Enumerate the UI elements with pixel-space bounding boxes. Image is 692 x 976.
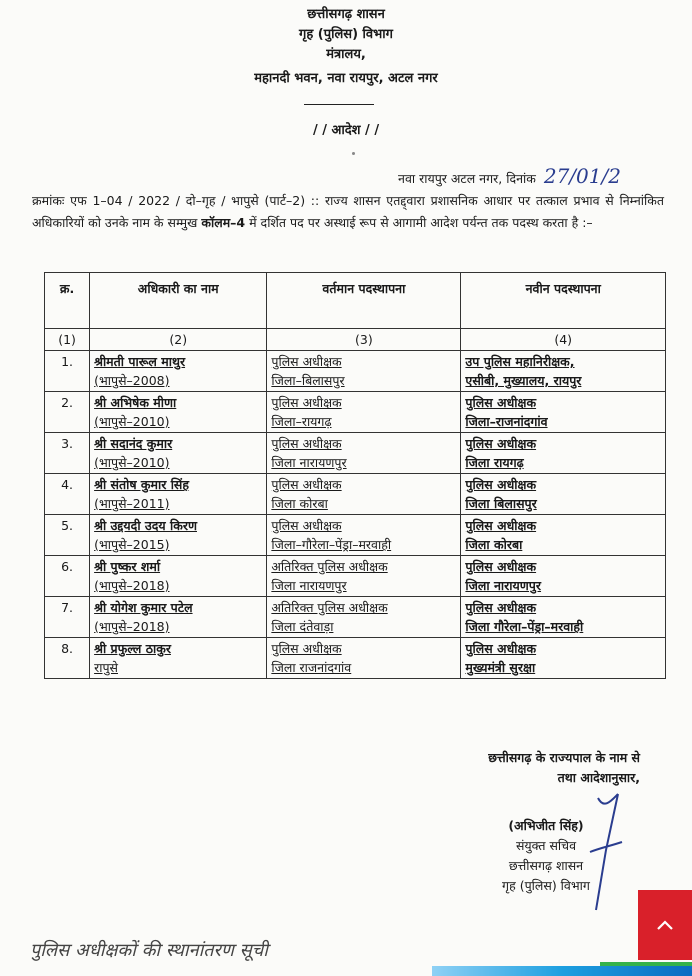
handwritten-date: 27/01/2 <box>543 164 621 188</box>
date-line <box>398 164 621 188</box>
table-row <box>45 433 666 474</box>
table-row <box>45 638 666 679</box>
row-officer <box>90 351 267 392</box>
row-new-posting <box>461 433 666 474</box>
row-new-posting <box>461 597 666 638</box>
new-post: पुलिस अधीक्षक <box>465 477 537 492</box>
current-district: जिला कोरबा <box>271 496 328 511</box>
row-serial: 7. <box>45 597 90 638</box>
new-district: जिला गौरेला–पेंड्रा–मरवाही <box>465 619 584 634</box>
new-post: पुलिस अधीक्षक <box>465 641 537 656</box>
order-paragraph <box>32 190 664 234</box>
header-ministry: मंत्रालय, <box>326 47 366 62</box>
new-post: पुलिस अधीक्षक <box>465 436 537 451</box>
current-district: जिला दंतेवाड़ा <box>271 619 334 634</box>
current-post: अतिरिक्त पुलिस अधीक्षक <box>271 600 388 615</box>
table-row <box>45 597 666 638</box>
current-post: पुलिस अधीक्षक <box>271 395 342 410</box>
table-row <box>45 556 666 597</box>
row-serial: 1. <box>45 351 90 392</box>
table-header-row <box>45 273 666 329</box>
table-row <box>45 474 666 515</box>
signatory-name: (अभिजीत सिंह) <box>508 818 584 833</box>
order-title: / / आदेश / / <box>312 123 380 138</box>
header-new-posting: नवीन पदस्थापना <box>461 273 666 329</box>
row-officer <box>90 556 267 597</box>
row-current-posting <box>267 351 461 392</box>
back-to-top-button[interactable] <box>638 890 692 960</box>
current-post: अतिरिक्त पुलिस अधीक्षक <box>271 559 388 574</box>
scan-speck <box>352 152 355 155</box>
new-post: उप पुलिस महानिरीक्षक, <box>465 354 575 369</box>
header-department: गृह (पुलिस) विभाग <box>299 27 393 42</box>
officer-service: (भापुसे–2010) <box>94 455 170 470</box>
current-district: जिला–रायगढ़ <box>271 414 332 429</box>
signatory-org1: छत्तीसगढ़ शासन <box>508 858 584 873</box>
header-current-posting: वर्तमान पदस्थापना <box>267 273 461 329</box>
row-current-posting <box>267 638 461 679</box>
officer-name: श्री पुष्कर शर्मा <box>94 559 161 574</box>
order-text-part2: में दर्शित पद पर अस्थाई रूप से आगामी आदेश पर्यन्त तक पदस्थ करता है :– <box>249 215 593 230</box>
signature-scribble <box>560 790 640 920</box>
officer-service: (भापुसे–2018) <box>94 619 170 634</box>
row-current-posting <box>267 474 461 515</box>
row-officer <box>90 392 267 433</box>
new-district: मुख्यमंत्री सुरक्षा <box>465 660 536 675</box>
signatory-designation: संयुक्त सचिव <box>515 838 577 853</box>
header-address: महानदी भवन, नवा रायपुर, अटल नगर <box>254 71 438 86</box>
current-post: पुलिस अधीक्षक <box>271 354 342 369</box>
column-number: (2) <box>90 329 267 351</box>
officer-service: (भापुसे–2018) <box>94 578 170 593</box>
row-officer <box>90 474 267 515</box>
date-label: नवा रायपुर अटल नगर, दिनांक <box>398 171 536 186</box>
new-district: जिला–राजनांदगांव <box>465 414 548 429</box>
footer-accent-bar <box>600 962 692 966</box>
header-govt: छत्तीसगढ़ शासन <box>307 7 385 22</box>
column-number: (1) <box>45 329 90 351</box>
row-serial: 6. <box>45 556 90 597</box>
current-district: जिला–बिलासपुर <box>271 373 345 388</box>
row-serial: 8. <box>45 638 90 679</box>
table-row <box>45 351 666 392</box>
new-post: पुलिस अधीक्षक <box>465 395 537 410</box>
officer-name: श्री संतोष कुमार सिंह <box>94 477 190 492</box>
row-serial: 3. <box>45 433 90 474</box>
current-district: जिला नारायणपुर <box>271 578 347 593</box>
new-post: पुलिस अधीक्षक <box>465 518 537 533</box>
new-district: जिला कोरबा <box>465 537 523 552</box>
row-serial: 4. <box>45 474 90 515</box>
header-serial: क्र. <box>45 273 90 329</box>
row-new-posting <box>461 515 666 556</box>
row-current-posting <box>267 597 461 638</box>
table-row <box>45 392 666 433</box>
row-current-posting <box>267 433 461 474</box>
column-reference: कॉलम–4 <box>201 215 246 230</box>
column-number-row <box>45 329 666 351</box>
row-new-posting <box>461 556 666 597</box>
footer-color-bar <box>432 966 692 976</box>
column-number: (4) <box>461 329 666 351</box>
row-new-posting <box>461 351 666 392</box>
row-new-posting <box>461 474 666 515</box>
officer-name: श्री अभिषेक मीणा <box>94 395 177 410</box>
officer-name: श्रीमती पारूल माथुर <box>94 354 186 369</box>
officer-name: श्री सदानंद कुमार <box>94 436 173 451</box>
officer-name: श्री योगेश कुमार पटेल <box>94 600 193 615</box>
image-caption: पुलिस अधीक्षकों की स्थानांतरण सूची <box>30 940 268 961</box>
row-officer <box>90 433 267 474</box>
officer-name: श्री उद्दयदी उदय किरण <box>94 518 197 533</box>
current-district: जिला राजनांदगांव <box>271 660 352 675</box>
new-post: पुलिस अधीक्षक <box>465 559 537 574</box>
table-row <box>45 515 666 556</box>
officer-service: (भापुसे–2010) <box>94 414 170 429</box>
row-new-posting <box>461 638 666 679</box>
current-post: पुलिस अधीक्षक <box>271 477 342 492</box>
row-new-posting <box>461 392 666 433</box>
current-post: पुलिस अधीक्षक <box>271 641 342 656</box>
row-current-posting <box>267 392 461 433</box>
new-district: एसीबी, मुख्यालय, रायपुर <box>465 373 582 388</box>
closing-line1: छत्तीसगढ़ के राज्यपाल के नाम से <box>488 750 640 765</box>
header-officer-name: अधिकारी का नाम <box>90 273 267 329</box>
officer-service: (भापुसे–2008) <box>94 373 170 388</box>
chevron-up-icon <box>656 919 674 931</box>
row-serial: 5. <box>45 515 90 556</box>
order-text-part1: क्रमांकः एफ 1–04 / 2022 / दो–गृह / भापुसे (पार्ट–2) :: राज्य शासन एतद्द्वारा प्रशासनिक आधार पर तत्काल प्रभाव से निम्नांकित अधिकारियों को उनके नाम के सम्मुख <box>32 193 664 230</box>
row-current-posting <box>267 515 461 556</box>
transfer-table <box>44 272 666 679</box>
row-officer <box>90 597 267 638</box>
row-officer <box>90 638 267 679</box>
current-district: जिला–गौरेला–पेंड्रा–मरवाही <box>271 537 392 552</box>
new-post: पुलिस अधीक्षक <box>465 600 537 615</box>
row-serial: 2. <box>45 392 90 433</box>
closing-block <box>410 748 640 788</box>
current-post: पुलिस अधीक्षक <box>271 518 342 533</box>
closing-line2: तथा आदेशानुसार, <box>557 770 640 785</box>
officer-name: श्री प्रफुल्ल ठाकुर <box>94 641 171 656</box>
officer-service: (भापुसे–2011) <box>94 496 170 511</box>
header-divider <box>304 104 374 105</box>
officer-service: रापुसे <box>94 660 118 675</box>
column-number: (3) <box>267 329 461 351</box>
row-officer <box>90 515 267 556</box>
officer-service: (भापुसे–2015) <box>94 537 170 552</box>
signatory-org2: गृह (पुलिस) विभाग <box>502 878 590 893</box>
current-district: जिला नारायणपुर <box>271 455 347 470</box>
new-district: जिला बिलासपुर <box>465 496 537 511</box>
new-district: जिला रायगढ़ <box>465 455 524 470</box>
current-post: पुलिस अधीक्षक <box>271 436 342 451</box>
row-current-posting <box>267 556 461 597</box>
new-district: जिला नारायणपुर <box>465 578 542 593</box>
